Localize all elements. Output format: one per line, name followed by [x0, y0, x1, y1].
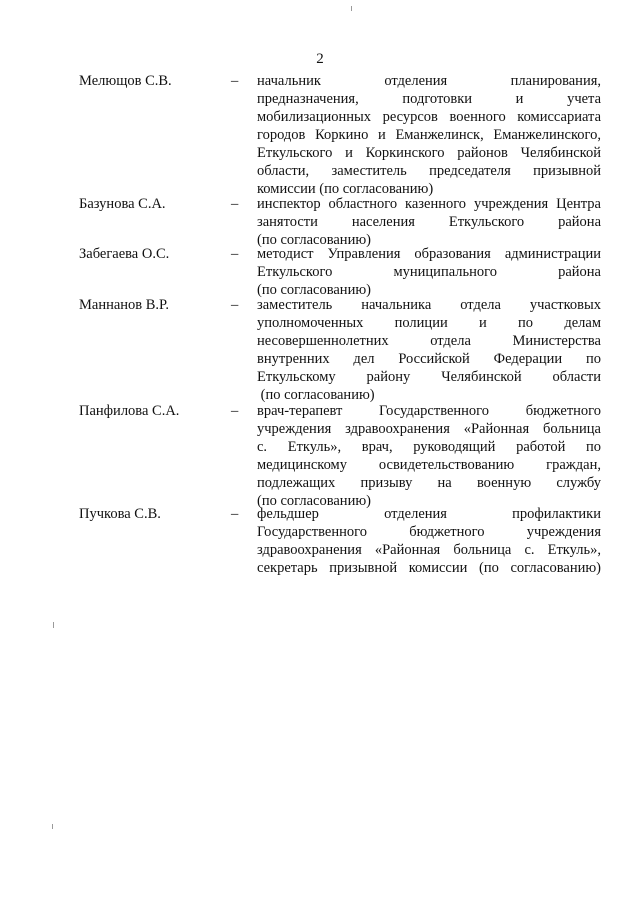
position-line: методист Управления образования администрации [257, 246, 601, 262]
position-line: (по согласованию) [257, 282, 371, 298]
scan-mark [53, 622, 54, 628]
dash-separator: – [231, 73, 239, 89]
member-position [257, 72, 601, 198]
dash-separator: – [231, 403, 239, 419]
dash-separator: – [231, 246, 239, 262]
position-line: предназначения, подготовки и учета [257, 91, 601, 107]
member-name: Панфилова С.А. [79, 403, 180, 419]
position-line: медицинскому освидетельствованию граждан, [257, 457, 601, 473]
position-line: уполномоченных полиции и по делам [257, 315, 601, 331]
position-line: подлежащих призыву на военную службу [257, 475, 601, 491]
position-line: несовершеннолетних отдела Министерства [257, 333, 601, 349]
position-line: врач-терапевт Государственного бюджетного [257, 403, 601, 419]
member-position [257, 195, 601, 249]
member-position [257, 245, 601, 299]
position-line: Еткульскому району Челябинской области [257, 369, 601, 385]
member-name: Маннанов В.Р. [79, 297, 169, 313]
position-line: инспектор областного казенного учреждения Центра [257, 196, 601, 212]
position-line: Еткульского и Коркинского районов Челябинской [257, 145, 601, 161]
member-position [257, 505, 601, 577]
position-line: здравоохранения «Районная больница с. Еткуль», [257, 542, 601, 558]
scan-mark [52, 824, 53, 829]
position-line: городов Коркино и Еманжелинск, Еманжелинского, [257, 127, 601, 143]
position-line: (по согласованию) [257, 387, 375, 403]
position-line: учреждения здравоохранения «Районная больница [257, 421, 601, 437]
member-name: Пучкова С.В. [79, 506, 161, 522]
page-number: 2 [316, 51, 324, 67]
position-line: секретарь призывной комиссии (по согласованию) [257, 560, 601, 576]
position-line: внутренних дел Российской Федерации по [257, 351, 601, 367]
dash-separator: – [231, 297, 239, 313]
member-name: Забегаева О.С. [79, 246, 170, 262]
position-line: комиссии (по согласованию) [257, 181, 434, 197]
member-position [257, 402, 601, 510]
dash-separator: – [231, 506, 239, 522]
position-line: начальник отделения планирования, [257, 73, 601, 89]
dash-separator: – [231, 196, 239, 212]
position-line: (по согласованию) [257, 493, 371, 509]
member-position [257, 296, 601, 404]
member-name: Базунова С.А. [79, 196, 166, 212]
position-line: (по согласованию) [257, 232, 371, 248]
position-line: занятости населения Еткульского района [257, 214, 601, 230]
position-line: фельдшер отделения профилактики [257, 506, 601, 522]
scan-mark [351, 6, 352, 11]
position-line: области, заместитель председателя призывной [257, 163, 601, 179]
position-line: заместитель начальника отдела участковых [257, 297, 601, 313]
member-name: Мелющов С.В. [79, 73, 172, 89]
position-line: с. Еткуль», врач, руководящий работой по [257, 439, 601, 455]
position-line: Государственного бюджетного учреждения [257, 524, 601, 540]
position-line: Еткульского муниципального района [257, 264, 601, 280]
position-line: мобилизационных ресурсов военного комиссариата [257, 109, 601, 125]
